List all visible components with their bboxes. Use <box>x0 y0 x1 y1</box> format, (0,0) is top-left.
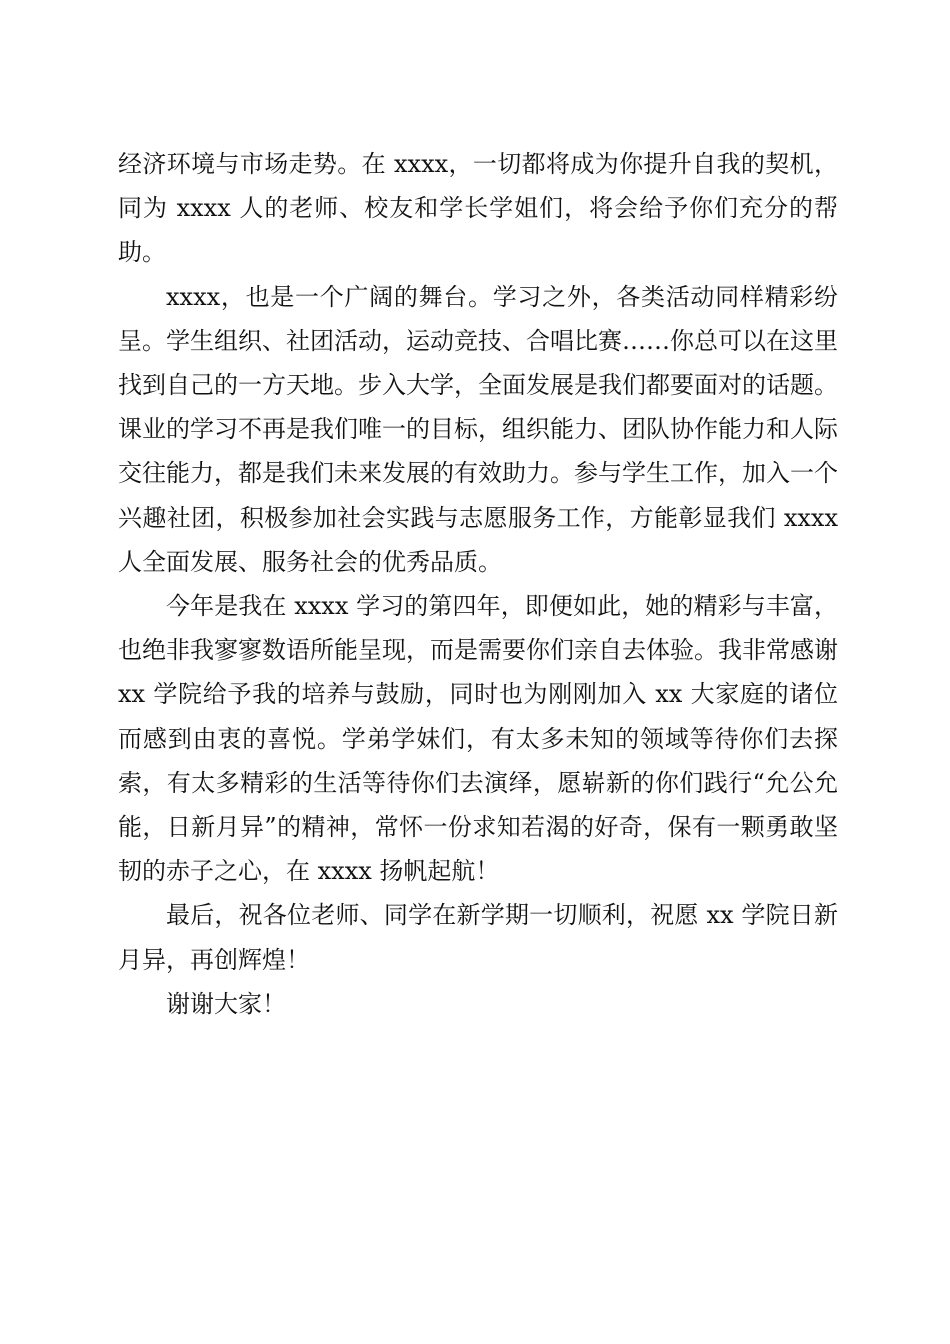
paragraph-2: xxxx，也是一个广阔的舞台。学习之外，各类活动同样精彩纷呈。学生组织、社团活动，运动竞技、合唱比赛……你总可以在这里找到自己的一方天地。步入大学，全面发展是我们都要面对的话题。课业的学习不再是我们唯一的目标，组织能力、团队协作能力和人际交往能力，都是我们未来发展的有效助力。参与学生工作，加入一个兴趣社团，积极参加社会实践与志愿服务工作，方能彰显我们 xxxx 人全面发展、服务社会的优秀品质。 <box>118 282 838 576</box>
paragraph-4: 最后，祝各位老师、同学在新学期一切顺利，祝愿 xx 学院日新月异，再创辉煌！ <box>118 901 838 974</box>
paragraph-3: 今年是我在 xxxx 学习的第四年，即便如此，她的精彩与丰富，也绝非我寥寥数语所能呈现，而是需要你们亲自去体验。我非常感谢 xx 学院给予我的培养与鼓励，同时也为刚刚加入 xx 大家庭的诸位而感到由衷的喜悦。学弟学妹们，有太多未知的领域等待你们去探索，有太多精彩的生活等待你们去演绎，愿崭新的你们践行“允公允能，日新月异”的精神，常怀一份求知若渴的好奇，保有一颗勇敢坚韧的赤子之心，在 xxxx 扬帆起航！ <box>118 592 838 886</box>
paragraph-5: 谢谢大家！ <box>166 989 286 1018</box>
paragraph-1: 经济环境与市场走势。在 xxxx，一切都将成为你提升自我的契机，同为 xxxx 人的老师、校友和学长学姐们，将会给予你们充分的帮助。 <box>118 150 838 267</box>
document-body <box>118 142 838 1026</box>
